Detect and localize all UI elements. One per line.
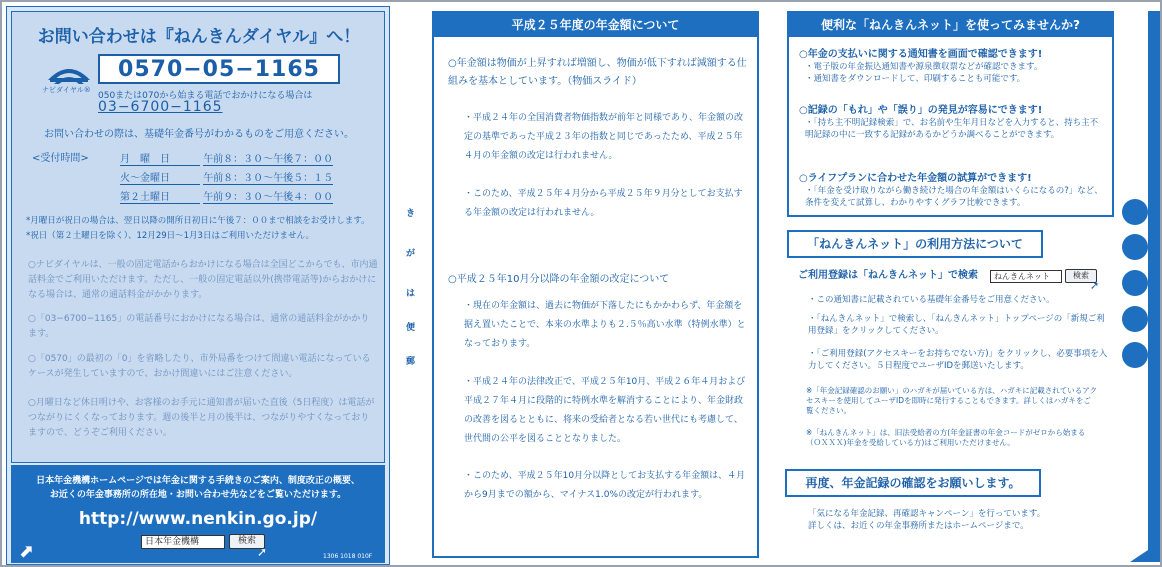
usage-step: ・「ねんきんネット」で検索し、「ねんきんネット」トップページの「新規ご利用登録」をクリックしてください。	[808, 314, 1105, 336]
ask-instruction: お問い合わせの際は、基礎年金番号がわかるものをご用意ください。	[44, 129, 354, 140]
fold-char: 便	[406, 323, 416, 333]
holiday-note: *祝日（第２土曜日を除く）、12月29日〜1月3日はご利用いただけません。	[26, 231, 314, 241]
info-paragraph: ○「0570」の最初の「0」を省略したり、市外局番をつけて間違い電話になっているケースが発生していますので、おかけ間違いにはご注意ください。	[28, 354, 371, 379]
hours-time: 午前８：３０〜午後７：００	[203, 150, 333, 166]
search-button[interactable]: 検索	[229, 534, 265, 549]
usage-note: ※「年金記録確認のお願い」のハガキが届いている方は、ハガキに記載されているアクセスキーを使用してユーザIDを即時に発行することもできます。詳しくはハガキをご覧ください。	[806, 386, 1098, 415]
fold-char: 郵	[406, 357, 416, 367]
contact-section	[11, 11, 385, 463]
register-text: ご利用登録は「ねんきんネット」で検索	[798, 270, 978, 281]
info-paragraph: ○月曜日など休日明けや、お客様のお手元に通知書が届いた直後（5日程度）は電話がつながりにくくなっております。週の後半と月の後半は、つながりやすくなっておりますので、どうぞご利用ください。	[28, 398, 375, 438]
hours-row	[120, 150, 333, 166]
hours-time: 午前８：３０〜午後５：１５	[203, 169, 333, 185]
edge-circle	[1122, 342, 1148, 368]
bullet-paragraph: ・現在の年金額は、過去に物価が下落したにもかかわらず、年金額を据え置いたことで、本来の水準よりも２.５％高い水準（特例水準）となっております。	[464, 301, 746, 349]
hours-label: <受付時間>	[32, 153, 89, 164]
feature-heading: ○年金の支払いに関する通知書を画面で確認できます!	[799, 49, 1043, 60]
phone-number-box	[98, 54, 340, 84]
navi-dial-label: ナビダイヤル®	[42, 86, 91, 94]
pension-amount-section	[432, 11, 759, 558]
confirm-title: 再度、年金記録の確認をお願いします。	[785, 469, 1041, 497]
lead-paragraph: ○平成２５年10月分以降の年金額の改定について	[448, 274, 670, 285]
section-header: 便利な「ねんきんネット」を使ってみませんか?	[789, 13, 1112, 37]
contact-title: お問い合わせは『ねんきんダイヤル』へ！	[37, 27, 361, 47]
hours-day: 月 曜 日	[120, 150, 200, 166]
hours-day: 第２土曜日	[120, 188, 200, 204]
edge-bar	[1148, 11, 1160, 559]
website-url[interactable]: http://www.nenkin.go.jp/	[78, 509, 318, 529]
info-paragraph: ○ナビダイヤルは、一般の固定電話からおかけになる場合は全国どこからでも、市内通話料金でご利用いただけます。ただし、一般の固定電話以外(携帯電話等)からおかけになる場合は、通常の通話料金がかかります。	[28, 260, 378, 300]
hours-row	[120, 169, 333, 185]
feature-detail: ・「年金を受け取りながら働き続けた場合の年金額はいくらになるの?」など、条件を変えて試算し、わかりやすくグラフ比較できます。	[805, 186, 1103, 208]
edge-circle	[1122, 270, 1148, 296]
confirm-text: 「気になる年金記録、再確認キャンペーン」を行っています。 詳しくは、お近くの年金事務所またはホームページまで。	[808, 509, 1046, 531]
document-code: 1306 1018 010F	[323, 553, 373, 560]
nenkin-net-section	[787, 11, 1114, 217]
feature-detail: ・電子版の年金振込通知書や源泉徴収票などが確認できます。 ・通知書をダウンロードして、印刷することも可能です。	[805, 62, 1043, 84]
usage-title: 「ねんきんネット」の利用方法について	[787, 230, 1043, 258]
phone-note: 050または070から始まる電話でおかけになる場合は	[98, 91, 313, 101]
usage-step: ・この通知書に記載されている基礎年金番号をご用意ください。	[808, 295, 1055, 305]
fold-char: き	[406, 209, 416, 219]
usage-note: ※「ねんきんネット」は、旧法受給者の方(年金証書の年金コードがゼロから始まる（ＯＸＸＸ)年金を受給している方)はご利用いただけません。	[806, 428, 1086, 447]
edge-circle	[1122, 199, 1148, 225]
website-desc: 日本年金機構ホームページでは年金に関する手続きのご案内、制度改正の概要、	[36, 476, 360, 486]
feature-detail: ・「持ち主不明記録検索」で、お名前や生年月日などを入力すると、持ち主不明記録の中に一致する記録があるかどうか調べることができます。	[805, 118, 1099, 140]
website-section	[11, 465, 385, 563]
hours-note: *月曜日が祝日の場合は、翌日以降の開所日初日に午後７：００まで相談をお受けします。	[26, 216, 370, 226]
bullet-paragraph: ・このため、平成２５年４月分から平成２５年９月分としてお支払する年金額の改定は行われません。	[464, 189, 743, 218]
info-paragraph: ○「03−6700−1165」の電話番号におかけになる場合は、通常の通話料金がかかります。	[28, 314, 370, 339]
edge-circle	[1122, 306, 1148, 332]
feature-heading: ○記録の「もれ」や「誤り」の発見が容易にできます!	[799, 105, 1043, 116]
fold-strip	[392, 6, 428, 565]
nenkin-search-input[interactable]: ねんきんネット	[990, 270, 1062, 283]
bullet-paragraph: ・平成２４年の全国消費者物価指数が前年と同様であり、年金額の改定の基準であった平成２３年の指数と同じであったため、平成２５年４月の年金額の改定は行われません。	[464, 113, 744, 161]
phone-number-main[interactable]: 0570−05−1165	[118, 56, 320, 82]
phone-number-alt[interactable]: 03−6700−1165	[98, 99, 223, 115]
cursor-icon: ➚	[257, 545, 268, 559]
corner-arrow-icon: ⬈	[19, 541, 35, 562]
section-header: 平成２５年度の年金額について	[434, 13, 757, 37]
left-panel	[6, 6, 390, 565]
bullet-paragraph: ・平成２４年の法律改正で、平成２５年10月、平成２６年４月および平成２７年４月に段階的に特例水準を解消することにより、年金財政の改善を図るとともに、将来の受給者となる若い世代にも考慮して、世代間の公平を図ることとなりました。	[464, 377, 746, 444]
fold-char: が	[406, 249, 416, 259]
corner-triangle	[1130, 542, 1160, 562]
usage-step: ・「ご利用登録(アクセスキーをお持ちでない方)」をクリックし、必要事項を入力してください。５日程度でユーザIDを郵送いたします。	[808, 349, 1108, 371]
cursor-icon: ➚	[1090, 279, 1100, 292]
nenkin-search-button[interactable]: 検索	[1065, 269, 1097, 283]
edge-circle	[1122, 234, 1148, 260]
search-input[interactable]: 日本年金機構	[141, 535, 225, 549]
website-desc: お近くの年金事務所の所在地・お問い合わせ先などをご覧いただけます。	[49, 490, 347, 500]
fold-char: は	[406, 289, 416, 299]
bullet-paragraph: ・このため、平成２５年10月分以降としてお支払する年金額は、４月から9月までの額から、マイナス1.0%の改定が行われます。	[464, 471, 746, 500]
hours-time: 午前９：３０〜午後４：００	[203, 188, 333, 204]
feature-heading: ○ライフプランに合わせた年金額の試算ができます!	[799, 173, 1032, 184]
hours-day: 火〜金曜日	[120, 169, 200, 185]
lead-paragraph: ○年金額は物価が上昇すれば増額し、物価が低下すれば減額する仕組みを基本としています。（物価スライド）	[448, 58, 747, 87]
hours-row	[120, 188, 333, 204]
